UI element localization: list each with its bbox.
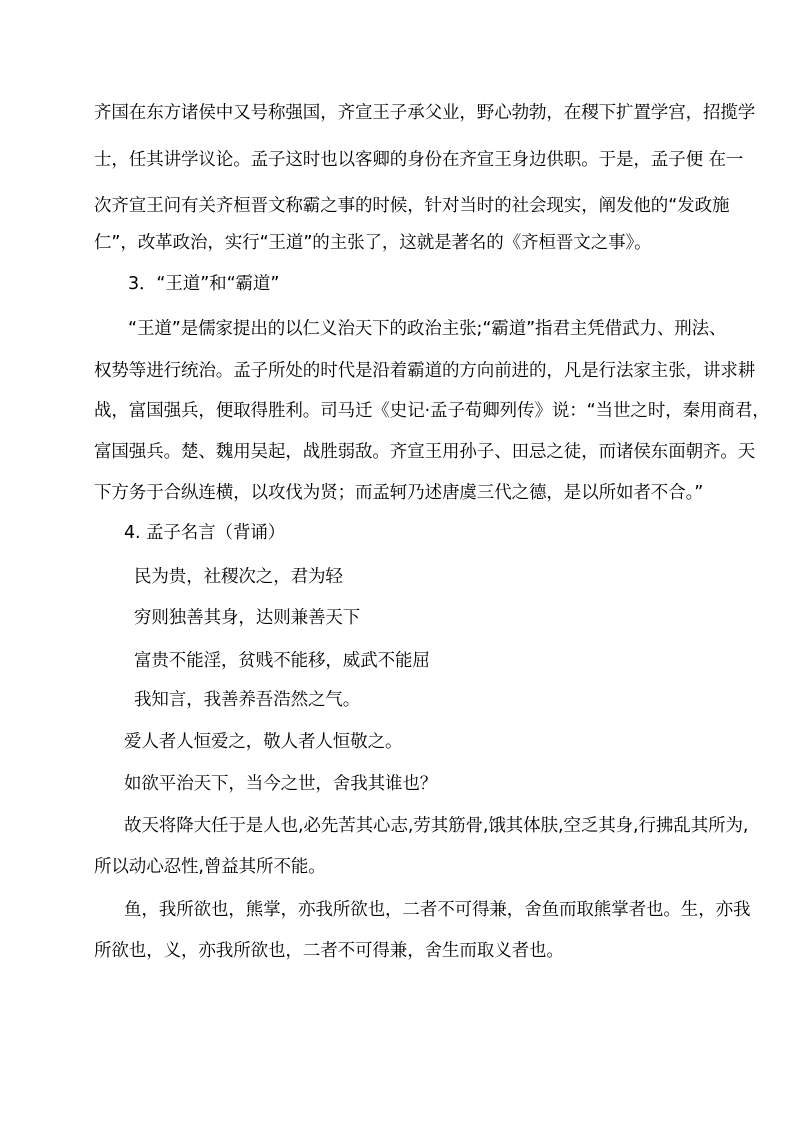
quote-4: 我知言，我善养吾浩然之气。	[134, 690, 361, 710]
quote-6: 如欲平治天下，当今之世，舍我其谁也？	[124, 774, 438, 794]
paragraph-2-line-5: 下方务于合纵连横，以攻伐为贤；而孟轲乃述唐虞三代之德，是以所如者不合。”	[94, 483, 704, 503]
paragraph-1-line-2: 士，任其讲学议论。孟子这时也以客卿的身份在齐宣王身边供职。于是，孟子便 在一	[94, 150, 744, 170]
quote-1: 民为贵，社稷次之，君为轻	[134, 567, 343, 587]
quote-5: 爱人者人恒爱之，敬人者人恒敬之。	[124, 732, 403, 752]
paragraph-2-line-2: 权势等进行统治。孟子所处的时代是沿着霸道的方向前进的，凡是行法家主张，讲求耕	[94, 361, 756, 381]
paragraph-4-line-1: 鱼，我所欲也，熊掌，亦我所欲也，二者不可得兼，舍鱼而取熊掌者也。生，亦我	[124, 900, 751, 920]
quote-2: 穷则独善其身，达则兼善天下	[134, 608, 361, 628]
paragraph-1-line-4: 仁”，改革政治，实行“王道”的主张了，这就是著名的《齐桓晋文之事》。	[94, 233, 652, 253]
paragraph-3-line-1: 故天将降大任于是人也,必先苦其心志,劳其筋骨,饿其体肤,空乏其身,行拂乱其所为,	[124, 816, 749, 836]
section-4-heading: 4. 孟子名言（背诵）	[124, 523, 286, 543]
paragraph-1-line-3: 次齐宣王问有关齐桓晋文称霸之事的时候，针对当时的社会现实，阐发他的“发政施	[94, 196, 730, 216]
quote-3: 富贵不能淫，贫贱不能移，威武不能屈	[134, 651, 430, 671]
paragraph-1-line-1: 齐国在东方诸侯中又号称强国，齐宣王子承父业，野心勃勃，在稷下扩置学宫，招揽学	[94, 103, 756, 123]
paragraph-2-line-1: “王道”是儒家提出的以仁义治天下的政治主张;“霸道”指君主凭借武力、刑法、	[128, 319, 727, 339]
paragraph-2-line-3: 战，富国强兵，便取得胜利。司马迁《史记·孟子荀卿列传》说：“当世之时，秦用商君，	[94, 401, 770, 421]
paragraph-3-line-2: 所以动心忍性,曾益其所不能。	[94, 857, 326, 877]
paragraph-2-line-4: 富国强兵。楚、魏用吴起，战胜弱敌。齐宣王用孙子、田忌之徒，而诸侯东面朝齐。天	[94, 442, 756, 462]
paragraph-4-line-2: 所欲也，义，亦我所欲也，二者不可得兼，舍生而取义者也。	[94, 941, 564, 961]
section-3-heading: 3．“王道”和“霸道”	[128, 274, 280, 294]
